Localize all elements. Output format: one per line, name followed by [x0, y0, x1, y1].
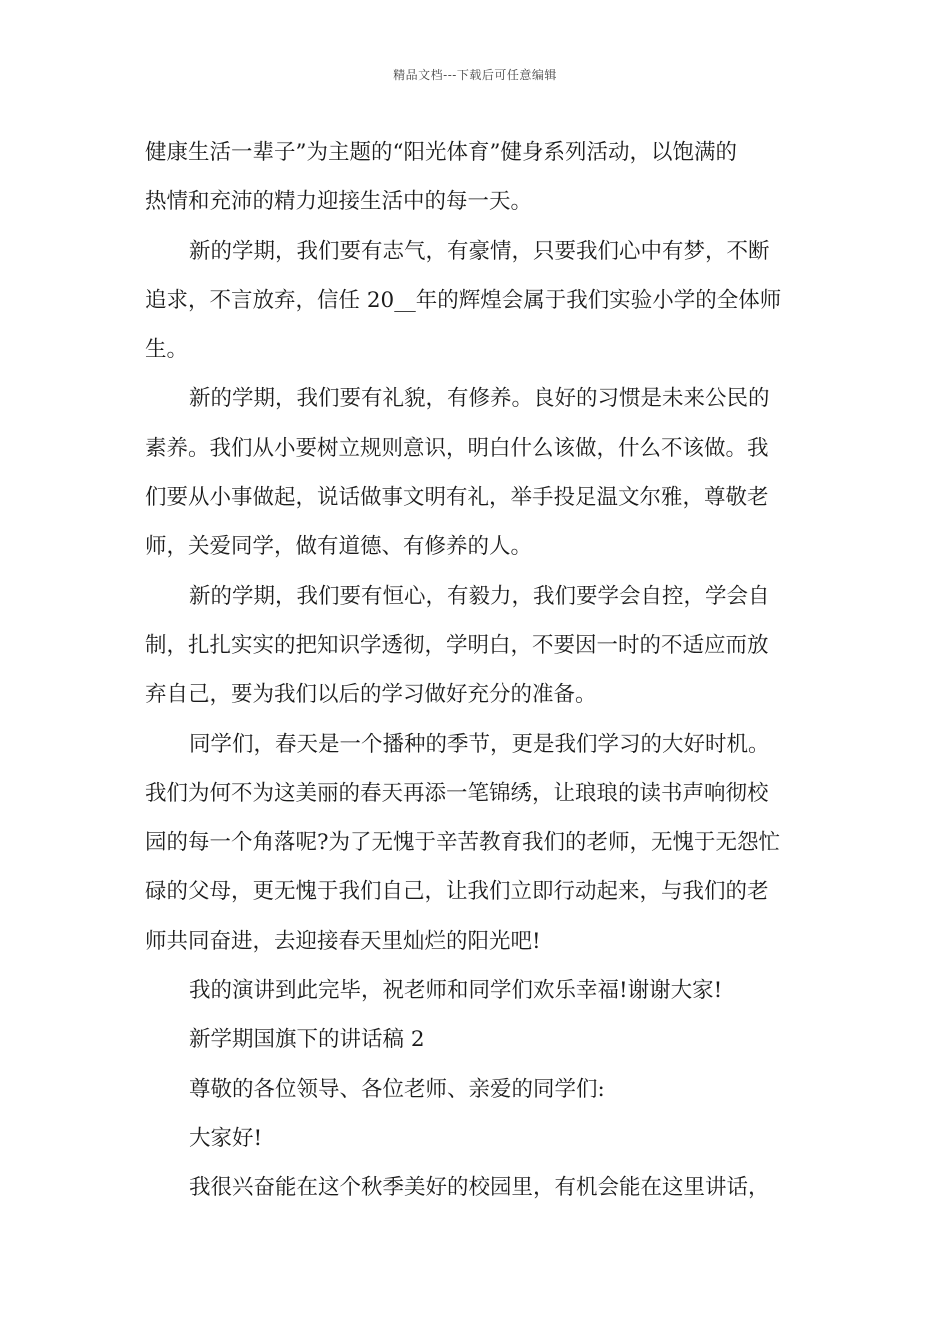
text-line: 制，扎扎实实的把知识学透彻，学明白，不要因一时的不适应而放 — [145, 632, 769, 658]
text-line: 生。 — [145, 337, 189, 363]
text-line: 健康生活一辈子”为主题的“阳光体育”健身系列活动，以饱满的 — [145, 140, 737, 165]
text-line: 新的学期，我们要有志气，有豪情，只要我们心中有梦，不断 — [189, 238, 770, 264]
text-line: 园的每一个角落呢?为了无愧于辛苦教育我们的老师，无愧于无怨忙 — [145, 830, 781, 856]
document-body — [145, 128, 811, 1213]
text-line: 大家好! — [189, 1125, 263, 1151]
paragraph — [145, 1114, 811, 1163]
text-line: 碌的父母，更无愧于我们自己，让我们立即行动起来，与我们的老 — [145, 879, 769, 905]
paragraph — [145, 966, 811, 1015]
text-line: 热情和充沛的精力迎接生活中的每一天。 — [145, 189, 533, 215]
paragraph — [145, 1065, 811, 1114]
text-line: 我很兴奋能在这个秋季美好的校园里，有机会能在这里讲话， — [189, 1175, 770, 1201]
text-line: 们要从小事做起，说话做事文明有礼，举手投足温文尔雅，尊敬老 — [145, 485, 769, 511]
paragraph — [145, 572, 811, 720]
text-line: 新学期国旗下的讲话稿 2 — [189, 1027, 425, 1053]
text-line: 新的学期，我们要有恒心，有毅力，我们要学会自控，学会自 — [189, 583, 770, 609]
paragraph — [145, 227, 811, 375]
text-line: 我的演讲到此完毕，祝老师和同学们欢乐幸福!谢谢大家! — [189, 978, 723, 1004]
text-line: 师，关爱同学，做有道德、有修养的人。 — [145, 534, 533, 560]
text-line: 素养。我们从小要树立规则意识，明白什么该做，什么不该做。我 — [145, 435, 769, 461]
text-line: 尊敬的各位领导、各位老师、亲爱的同学们: — [189, 1076, 605, 1102]
page-header: 精品文档---下载后可任意编辑 — [393, 68, 557, 82]
text-line: 师共同奋进，去迎接春天里灿烂的阳光吧! — [145, 928, 541, 954]
text-line: 弃自己，要为我们以后的学习做好充分的准备。 — [145, 682, 597, 708]
text-line: 新的学期，我们要有礼貌，有修养。良好的习惯是未来公民的 — [189, 386, 770, 412]
paragraph — [145, 1015, 811, 1064]
paragraph — [145, 720, 811, 966]
paragraph — [145, 128, 811, 227]
paragraph — [145, 374, 811, 571]
text-line: 同学们，春天是一个播种的季节，更是我们学习的大好时机。 — [189, 731, 770, 757]
text-line: 追求，不言放弃，信任 20__年的辉煌会属于我们实验小学的全体师 — [145, 287, 782, 313]
paragraph — [145, 1163, 811, 1212]
text-line: 我们为何不为这美丽的春天再添一笔锦绣，让琅琅的读书声响彻校 — [145, 780, 769, 806]
